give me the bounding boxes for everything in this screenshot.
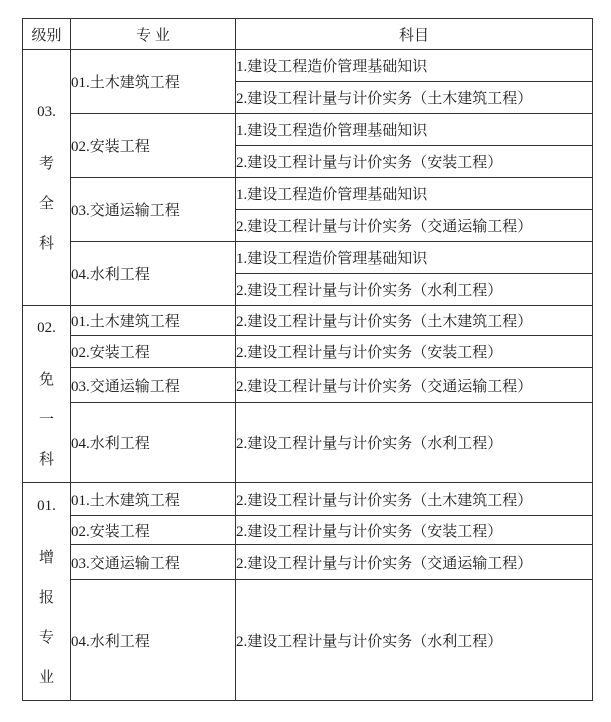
header-row	[23, 19, 593, 50]
level-cell-01	[23, 483, 71, 701]
header-level: 级别	[23, 19, 71, 50]
level-text-03	[23, 50, 70, 305]
level-cell-02	[23, 306, 71, 483]
table-row	[23, 580, 593, 701]
table-row	[23, 178, 593, 210]
level-char: 业	[38, 669, 54, 686]
level-number: 03.	[37, 103, 56, 120]
level-char: 一	[38, 412, 54, 428]
level-char: 全	[38, 195, 54, 212]
major-cell: 03.交通运输工程	[71, 368, 236, 403]
level-char: 科	[38, 452, 54, 468]
level-char: 报	[38, 589, 54, 606]
table-row	[23, 50, 593, 82]
major-cell: 01.土木建筑工程	[71, 50, 236, 114]
major-cell: 01.土木建筑工程	[71, 483, 236, 516]
table-row	[23, 545, 593, 580]
subject-cell: 2.建设工程计量与计价实务（安装工程）	[236, 336, 593, 368]
major-cell: 04.水利工程	[71, 242, 236, 306]
subject-cell: 2.建设工程计量与计价实务（水利工程）	[236, 403, 593, 483]
subject-cell: 2.建设工程计量与计价实务（水利工程）	[236, 580, 593, 701]
level-char: 考	[38, 155, 54, 172]
level-text-01	[23, 483, 70, 700]
subject-cell: 2.建设工程计量与计价实务（土木建筑工程）	[236, 306, 593, 336]
major-cell: 02.安装工程	[71, 336, 236, 368]
subject-cell: 2.建设工程计量与计价实务（安装工程）	[236, 146, 593, 178]
major-cell: 02.安装工程	[71, 114, 236, 178]
subject-cell: 2.建设工程计量与计价实务（交通运输工程）	[236, 545, 593, 580]
major-cell: 03.交通运输工程	[71, 178, 236, 242]
major-cell: 04.水利工程	[71, 580, 236, 701]
table-row	[23, 403, 593, 483]
header-major: 专 业	[71, 19, 236, 50]
table-row	[23, 242, 593, 274]
major-cell: 04.水利工程	[71, 403, 236, 483]
table-row	[23, 483, 593, 516]
subject-cell: 2.建设工程计量与计价实务（交通运输工程）	[236, 368, 593, 403]
table-row	[23, 516, 593, 545]
subject-cell: 2.建设工程计量与计价实务（交通运输工程）	[236, 210, 593, 242]
level-number: 02.	[37, 320, 56, 336]
table-row	[23, 114, 593, 146]
subject-cell: 2.建设工程计量与计价实务（安装工程）	[236, 516, 593, 545]
subject-cell: 1.建设工程造价管理基础知识	[236, 50, 593, 82]
level-char: 增	[38, 549, 54, 566]
level-char: 专	[38, 629, 54, 646]
subject-cell: 2.建设工程计量与计价实务（水利工程）	[236, 274, 593, 306]
subject-cell: 1.建设工程造价管理基础知识	[236, 114, 593, 146]
level-text-02	[23, 306, 70, 482]
subject-cell: 1.建设工程造价管理基础知识	[236, 178, 593, 210]
major-cell: 03.交通运输工程	[71, 545, 236, 580]
level-number: 01.	[37, 497, 56, 514]
subject-cell: 2.建设工程计量与计价实务（土木建筑工程）	[236, 82, 593, 114]
major-cell: 02.安装工程	[71, 516, 236, 545]
level-cell-03	[23, 50, 71, 306]
exam-subjects-table	[22, 18, 593, 701]
level-char: 科	[38, 235, 54, 252]
subject-cell: 2.建设工程计量与计价实务（土木建筑工程）	[236, 483, 593, 516]
major-cell: 01.土木建筑工程	[71, 306, 236, 336]
level-char: 免	[38, 372, 54, 388]
table-row	[23, 306, 593, 336]
table-row	[23, 336, 593, 368]
table-row	[23, 368, 593, 403]
header-subject: 科目	[236, 19, 593, 50]
subject-cell: 1.建设工程造价管理基础知识	[236, 242, 593, 274]
